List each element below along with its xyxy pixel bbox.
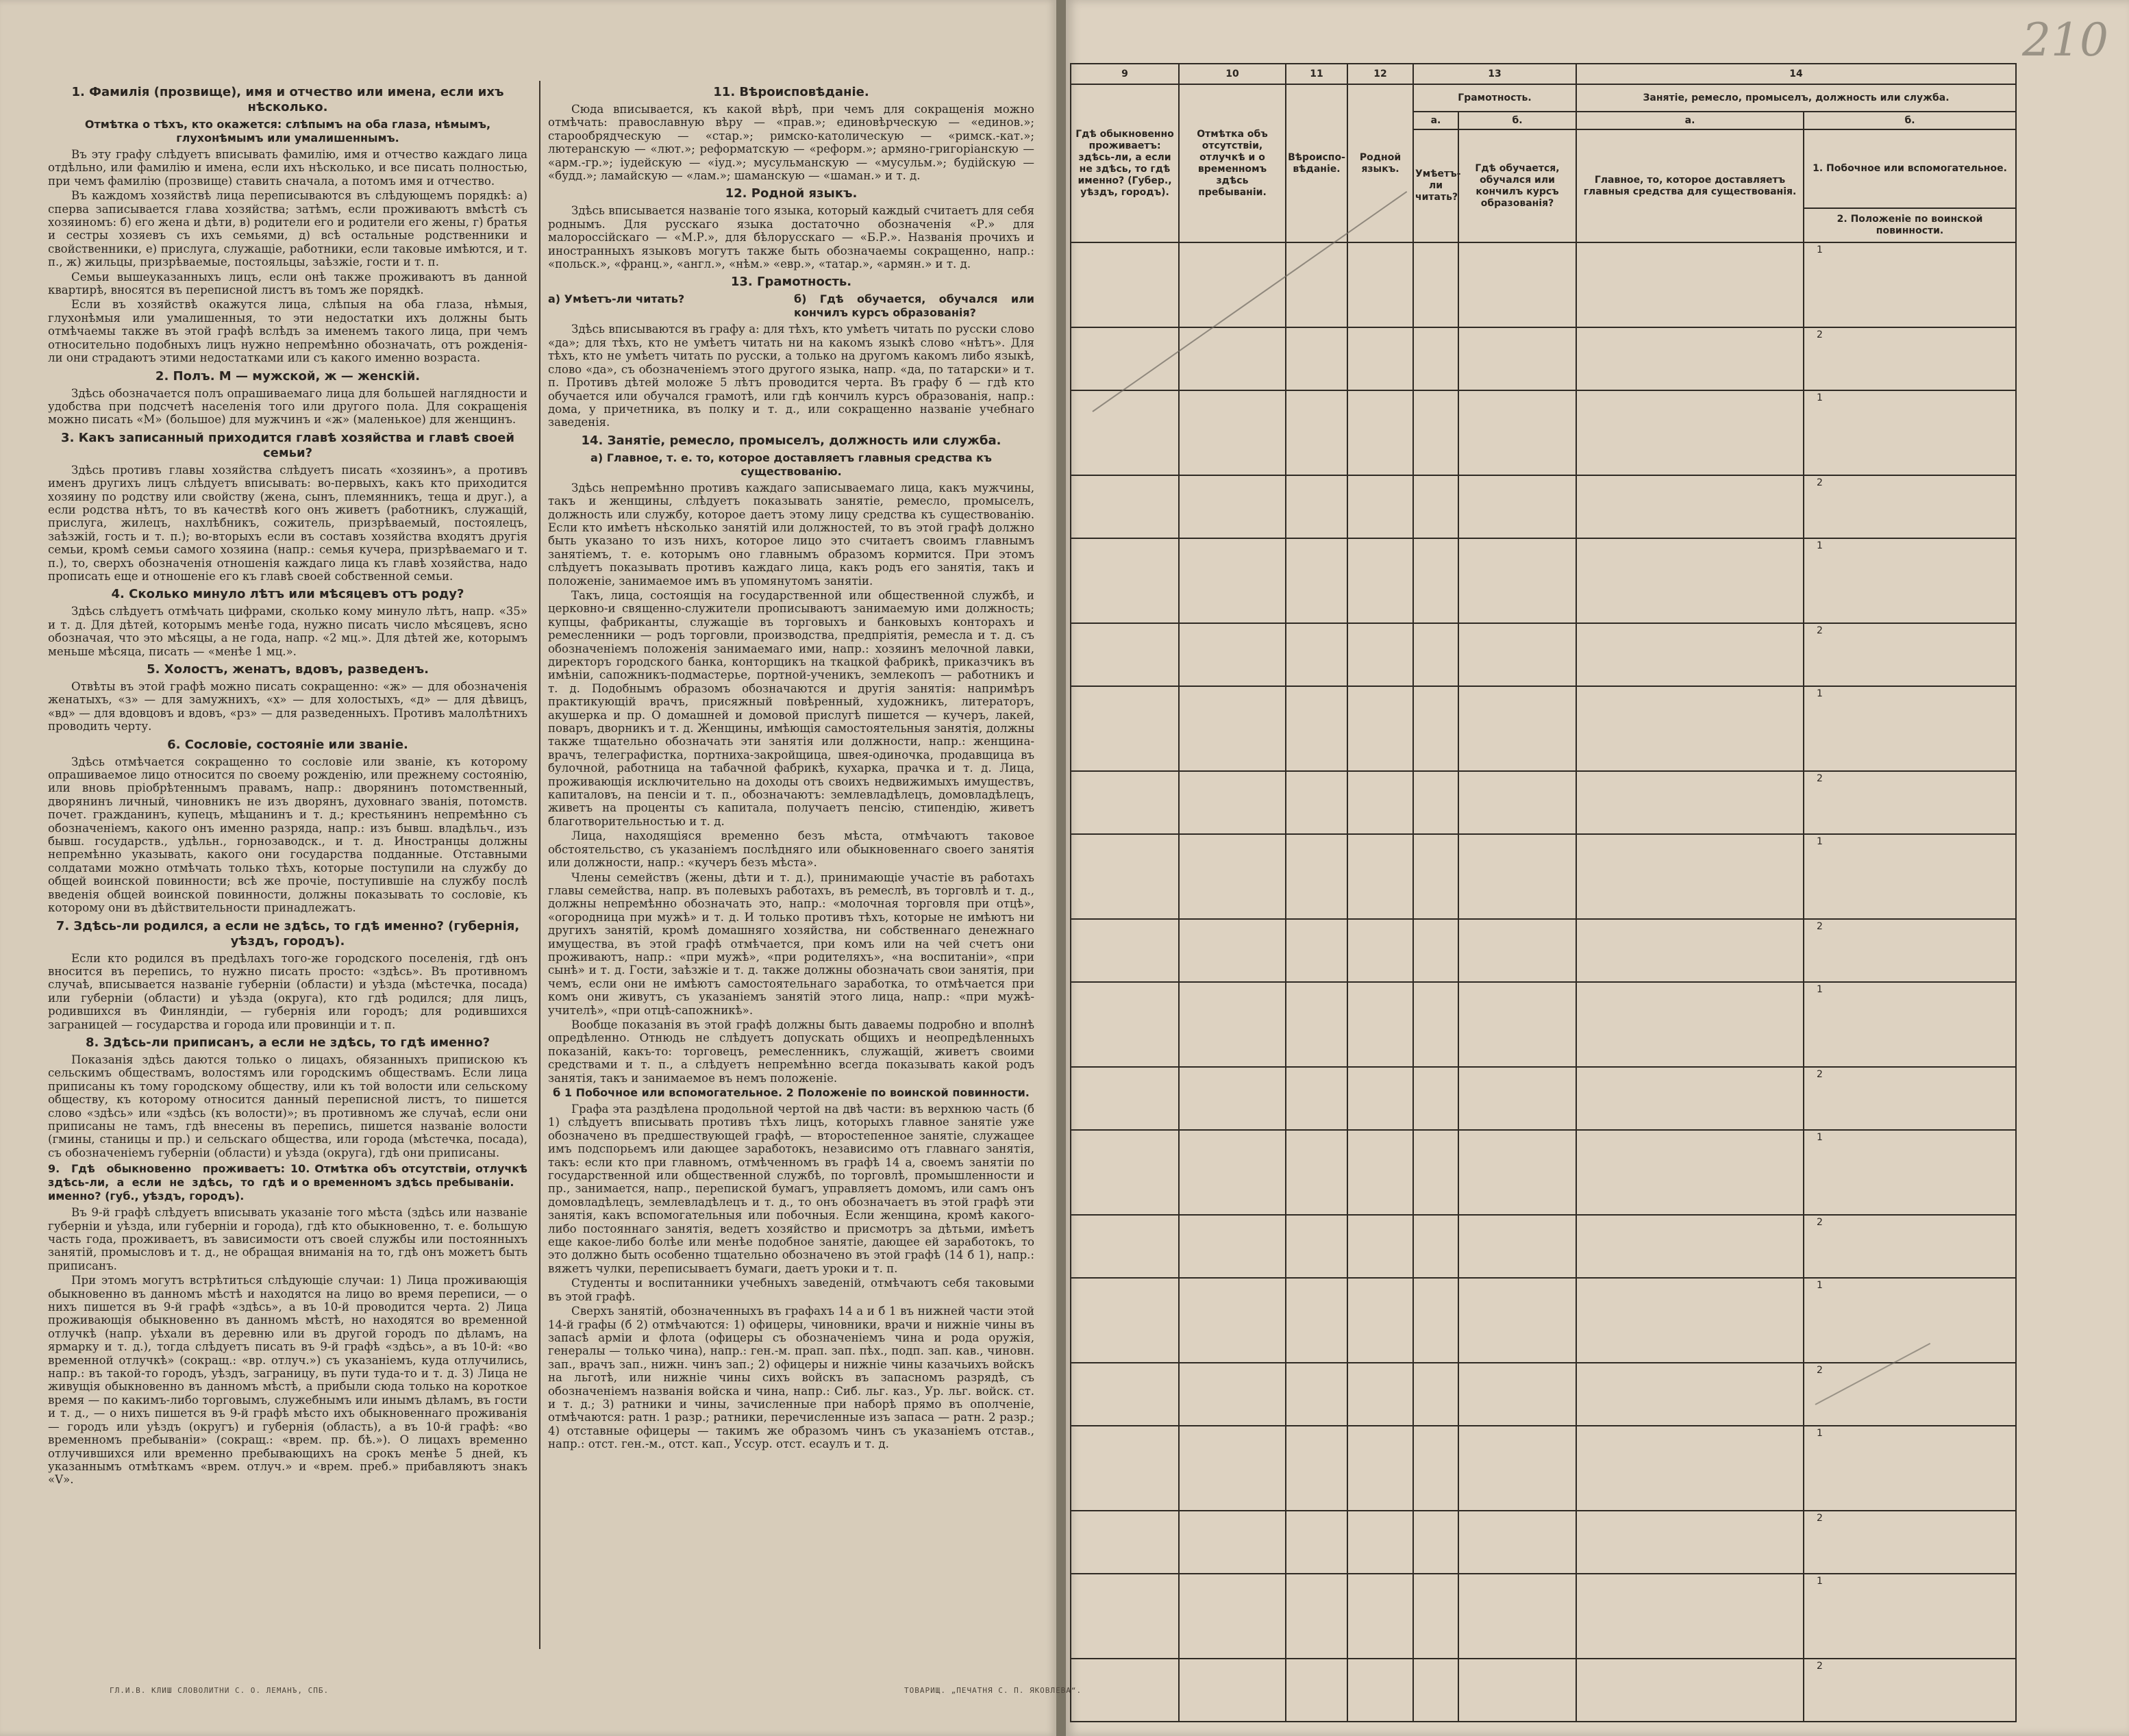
col-num-13: 13 bbox=[1413, 64, 1576, 84]
table-row bbox=[1071, 1511, 2016, 1574]
header-occupation-a-letter: а. bbox=[1576, 112, 1804, 129]
row-mark-cell[interactable] bbox=[1804, 1511, 2016, 1574]
instruction-paragraph: Показанія здѣсь даются только о лицахъ, обязанныхъ припискою къ сельскимъ обществамъ, волостямъ или городскимъ обществамъ. Если лица приписаны къ тому городскому обществу, или къ той волости или сельскому обществу, къ которому относится данный переписной листъ, то пишется слово «здѣсь» или «здѣсь (къ волости)»; въ противномъ же случаѣ, если они приписаны не тамъ, гдѣ внесены въ перепись, пишется названіе волости (гмины, станицы и пр.) и сельскаго общества, или города (мѣстечка, посада), съ обозначеніемъ губерніи (области) и уѣзда (округа), гдѣ они приписаны. bbox=[48, 1053, 527, 1159]
blank-cell[interactable] bbox=[1179, 1574, 1286, 1659]
blank-cell[interactable] bbox=[1458, 1215, 1576, 1278]
blank-cell[interactable] bbox=[1413, 1278, 1458, 1363]
blank-cell[interactable] bbox=[1071, 1659, 1179, 1722]
header-main-occupation: Главное, то, которое доставляетъ главныя средства для существованія. bbox=[1576, 129, 1804, 242]
blank-cell[interactable] bbox=[1071, 1574, 1179, 1659]
handwritten-page-number: 210 bbox=[2022, 14, 2108, 66]
instruction-paragraph: Здѣсь противъ главы хозяйства слѣдуетъ писать «хозяинъ», а противъ именъ другихъ лицъ слѣдуетъ вписывать: во-первыхъ, какъ кто приходится хозяину по родству или свойству (жена, сынъ, племянникъ, теща и друг.), а если родства нѣтъ, то въ качествѣ кого онъ живетъ (работникъ, служащій, прислуга, жилецъ, нахлѣбникъ, сожитель, призрѣваемый, постоялецъ, заѣзжій, гость и т. п.); во-вторыхъ если въ составъ хозяйства входятъ другія семьи, кромѣ семьи самого хозяина (напр.: семья кучера, призрѣваемаго и т. п.), то, сверхъ обозначенія отношенія каждаго лица къ главѣ хозяйства, надо прописать еще и отношеніе его къ главѣ своей собственной семьи. bbox=[48, 463, 527, 583]
table-row bbox=[1071, 982, 2016, 1067]
blank-cell[interactable] bbox=[1071, 390, 1179, 475]
blank-cell[interactable] bbox=[1179, 1130, 1286, 1215]
blank-cell[interactable] bbox=[1071, 623, 1179, 686]
blank-cell[interactable] bbox=[1286, 834, 1347, 919]
instruction-paragraph: Отвѣты въ этой графѣ можно писать сокращенно: «ж» — для обозначенія женатыхъ, «з» — для замужнихъ, «х» — для холостыхъ, «д» — для дѣвицъ, «вд» — для вдовцовъ и вдовъ, «рз» — для разведенныхъ. Противъ малолѣтнихъ проводить черту. bbox=[48, 680, 527, 733]
row-mark-cell[interactable] bbox=[1804, 623, 2016, 686]
blank-cell[interactable] bbox=[1179, 1426, 1286, 1511]
row-mark: 1 bbox=[1817, 984, 1823, 995]
blank-cell[interactable] bbox=[1286, 982, 1347, 1067]
blank-cell[interactable] bbox=[1071, 1130, 1179, 1215]
header-education: Гдѣ обучается, обучался или кончилъ курсъ образованія? bbox=[1458, 129, 1576, 242]
section-heading: 7. Здѣсь-ли родился, а если не здѣсь, то гдѣ именно? (губернія, уѣздъ, городъ). bbox=[55, 918, 520, 948]
blank-cell[interactable] bbox=[1576, 1363, 1804, 1426]
section-heading: 2. Полъ. М — мужской, ж — женскій. bbox=[155, 368, 421, 383]
blank-cell[interactable] bbox=[1347, 327, 1413, 390]
blank-cell[interactable] bbox=[1347, 1067, 1413, 1130]
blank-cell[interactable] bbox=[1286, 1130, 1347, 1215]
blank-cell[interactable] bbox=[1347, 1278, 1413, 1363]
blank-cell[interactable] bbox=[1458, 538, 1576, 623]
table-row bbox=[1071, 475, 2016, 538]
blank-cell[interactable] bbox=[1179, 1363, 1286, 1426]
row-mark-cell[interactable] bbox=[1804, 1130, 2016, 1215]
blank-cell[interactable] bbox=[1071, 1278, 1179, 1363]
printer-imprint-left: ГЛ.И.В. КЛИШ СЛОВОЛИТНИ С. О. ЛЕМАНЪ, СПБ. bbox=[110, 1686, 329, 1695]
blank-cell[interactable] bbox=[1413, 1574, 1458, 1659]
table-row bbox=[1071, 1215, 2016, 1278]
header-native-language: Родной языкъ. bbox=[1347, 84, 1413, 242]
blank-cell[interactable] bbox=[1179, 771, 1286, 834]
instruction-paragraph: При этомъ могутъ встрѣтиться слѣдующіе случаи: 1) Лица проживающія обыкновенно въ данномъ мѣстѣ и находятся на лицо во время переписи, — о нихъ пишется въ 9-й графѣ «здѣсь», а въ 10-й проводится черта. 2) Лица проживающія обыкновенно въ данномъ мѣстѣ, но находятся во временной отлучкѣ (напр. уѣхали въ деревню или въ другой городъ по дѣламъ, на ярмарку и т. д.), тогда слѣдуетъ писать въ 9-й графѣ «здѣсь», а въ 10-й: «во временной отлучкѣ» (сокращ.: «вр. отлуч.») съ указаніемъ, куда отлучились, напр.: въ такой-то городъ, уѣздъ, заграницу, въ пути туда-то и т. д. 3) Лица не живущія обыкновенно въ данномъ мѣстѣ, а прибыли сюда только на короткое время — по какимъ-либо торговымъ, служебнымъ или инымъ дѣламъ, въ гости и т. д., — о нихъ пишется въ 9-й графѣ мѣсто ихъ обыкновеннаго проживанія — городъ или уѣздъ (округъ) и губернія (область), а въ 10-й графѣ: «во временномъ пребываніи» (сокращ.: «врем. пр. бѣ.»). О лицахъ временно отлучившихся или временно пребывающихъ на срокъ менѣе 5 дней, къ указаннымъ отмѣткамъ «врем. отлуч.» и «врем. преб.» прибавляютъ знакъ «V». bbox=[48, 1274, 527, 1487]
blank-cell[interactable] bbox=[1347, 390, 1413, 475]
table-row bbox=[1071, 686, 2016, 771]
section-heading: 5. Холостъ, женатъ, вдовъ, разведенъ. bbox=[147, 662, 429, 677]
row-mark-cell[interactable] bbox=[1804, 982, 2016, 1067]
blank-cell[interactable] bbox=[1576, 982, 1804, 1067]
blank-cell[interactable] bbox=[1458, 475, 1576, 538]
instruction-paragraph: Если въ хозяйствѣ окажутся лица, слѣпыя на оба глаза, нѣмыя, глухонѣмыя или умалишенныя, то эти недостатки ихъ должны быть отмѣчаемы также въ этой графѣ вслѣдъ за именемъ такого лица, при чемъ относительно подобныхъ лицъ нужно непремѣнно обозначать, отъ рожденія-ли они страдаютъ этими недостатками или съ какого именно возраста. bbox=[48, 298, 527, 365]
table-row bbox=[1071, 771, 2016, 834]
blank-cell[interactable] bbox=[1458, 982, 1576, 1067]
row-mark-cell[interactable] bbox=[1804, 1574, 2016, 1659]
blank-cell[interactable] bbox=[1286, 686, 1347, 771]
blank-cell[interactable] bbox=[1286, 1215, 1347, 1278]
blank-cell[interactable] bbox=[1286, 1426, 1347, 1511]
blank-cell[interactable] bbox=[1576, 1574, 1804, 1659]
header-occupation: Занятіе, ремесло, промыселъ, должность или служба. bbox=[1576, 84, 2016, 112]
instruction-paragraph: Семьи вышеуказанныхъ лицъ, если онѣ также проживаютъ въ данной квартирѣ, вносятся въ переписной листъ въ томъ же порядкѣ. bbox=[48, 270, 527, 297]
row-mark-cell[interactable] bbox=[1804, 327, 2016, 390]
blank-cell[interactable] bbox=[1286, 1067, 1347, 1130]
col-num-9: 9 bbox=[1071, 64, 1179, 84]
blank-cell[interactable] bbox=[1071, 1363, 1179, 1426]
row-mark: 2 bbox=[1817, 625, 1823, 636]
row-mark-cell[interactable] bbox=[1804, 1659, 2016, 1722]
blank-cell[interactable] bbox=[1071, 327, 1179, 390]
row-mark: 1 bbox=[1817, 1132, 1823, 1143]
instruction-paragraph: Если кто родился въ предѣлахъ того-же городского поселенія, гдѣ онъ вносится въ перепись, то нужно писать просто: «здѣсь». Въ противномъ случаѣ, вписывается названіе губерніи (области) и уѣзда (мѣстечка, посада) или губерніи (области) и уѣзда (округа), кто гдѣ родился; для лицъ, родившихся въ Финляндіи, — губернія или городъ; для родившихся заграницей — государства и города или провинціи и т. п. bbox=[48, 951, 527, 1031]
table-row bbox=[1071, 327, 2016, 390]
blank-cell[interactable] bbox=[1071, 475, 1179, 538]
section-subheading: а) Главное, т. е. то, которое доставляетъ главныя средства къ существованію. bbox=[590, 451, 992, 478]
table-row bbox=[1071, 1130, 2016, 1215]
blank-cell[interactable] bbox=[1286, 771, 1347, 834]
row-mark: 2 bbox=[1817, 1513, 1823, 1524]
blank-cell[interactable] bbox=[1286, 1278, 1347, 1363]
blank-cell[interactable] bbox=[1458, 1659, 1576, 1722]
blank-cell[interactable] bbox=[1458, 834, 1576, 919]
blank-cell[interactable] bbox=[1576, 1067, 1804, 1130]
row-mark-cell[interactable] bbox=[1804, 686, 2016, 771]
col-num-14: 14 bbox=[1576, 64, 2016, 84]
blank-cell[interactable] bbox=[1179, 919, 1286, 982]
blank-cell[interactable] bbox=[1071, 919, 1179, 982]
instructions-column-a bbox=[48, 81, 527, 1724]
header-military-status: 2. Положеніе по воинской повинности. bbox=[1804, 208, 2016, 242]
blank-cell[interactable] bbox=[1576, 686, 1804, 771]
instruction-paragraph: Вообще показанія въ этой графѣ должны быть даваемы подробно и вполнѣ опредѣленно. Отнюдь не слѣдуетъ допускать общихъ и неопредѣленныхъ показаній, какъ-то: торговецъ, ремесленникъ, служащій, живетъ своими средствами и т. п., а слѣдуетъ непремѣнно всегда показывать какой родъ занятія, такъ и занимаемое въ немъ положеніе. bbox=[548, 1018, 1034, 1085]
row-mark-cell[interactable] bbox=[1804, 538, 2016, 623]
instruction-paragraph: Въ 9-й графѣ слѣдуетъ вписывать указаніе того мѣста (здѣсь или названіе губерніи и уѣзда, или губерніи и города), гдѣ кто обыкновенно, т. е. большую часть года, проживаетъ, въ зависимости отъ своей службы или постоянныхъ занятій, промысловъ и т. д., не обращая вниманія на то, гдѣ онъ можетъ быть приписанъ. bbox=[48, 1206, 527, 1272]
blank-cell[interactable] bbox=[1071, 686, 1179, 771]
blank-cell[interactable] bbox=[1458, 686, 1576, 771]
row-mark: 2 bbox=[1817, 773, 1823, 784]
instruction-paragraph: Сверхъ занятій, обозначенныхъ въ графахъ 14 а и б 1 въ нижней части этой 14-й графы (б 2) отмѣчаются: 1) офицеры, чиновники, врачи и нижніе чины въ запасѣ арміи и флота (офицеры съ обозначеніемъ чина и рода оружія, генералы — только чина), напр.: ген.-м. прап. зап. пѣх., подп. зап. кав., чиновн. зап., врачъ зап., нижн. чинъ зап.; 2) офицеры и нижніе чины казачьихъ войскъ на льготѣ, или нижніе чины сихъ войскъ въ запасномъ разрядѣ, съ обозначеніемъ названія войска и чина, напр.: Сиб. льг. каз., Ур. льг. войск. ст. и т. д.; 3) ратники и чины, зачисленные при наборѣ прямо въ ополченіе, отмѣчаются: ратн. 1 разр.; ратники, перечисленные изъ запаса — ратн. 2 разр.; 4) отставные офицеры — такимъ же образомъ чинъ съ указаніемъ отстав., напр.: отст. ген.-м., отст. кап., Уссур. отст. есаулъ и т. д. bbox=[548, 1305, 1034, 1451]
split-heading-cell: 10. Отмѣтка объ отсутствіи, отлучкѣ и о временномъ здѣсь пребываніи. bbox=[290, 1162, 527, 1190]
section-heading: 11. Вѣроисповѣданіе. bbox=[713, 85, 869, 99]
split-heading-cell: б) Гдѣ обучается, обучался или кончилъ курсъ образованія? bbox=[794, 292, 1034, 320]
blank-cell[interactable] bbox=[1286, 1511, 1347, 1574]
blank-cell[interactable] bbox=[1179, 686, 1286, 771]
blank-cell[interactable] bbox=[1071, 1215, 1179, 1278]
row-mark: 2 bbox=[1817, 477, 1823, 488]
row-mark-cell[interactable] bbox=[1804, 1426, 2016, 1511]
blank-cell[interactable] bbox=[1413, 686, 1458, 771]
blank-cell[interactable] bbox=[1458, 1426, 1576, 1511]
split-heading bbox=[48, 1162, 527, 1203]
blank-cell[interactable] bbox=[1576, 538, 1804, 623]
blank-cell[interactable] bbox=[1179, 1215, 1286, 1278]
blank-cell[interactable] bbox=[1071, 538, 1179, 623]
blank-cell[interactable] bbox=[1458, 1067, 1576, 1130]
blank-cell[interactable] bbox=[1458, 771, 1576, 834]
blank-cell[interactable] bbox=[1576, 1511, 1804, 1574]
blank-cell[interactable] bbox=[1347, 538, 1413, 623]
instruction-paragraph: Сюда вписывается, къ какой вѣрѣ, при чемъ для сокращенія можно отмѣчать: православную вѣру — «прав.»; единовѣрческую — «единов.»; старообрядческую — «стар.»; римско-католическую — «римск.-кат.»; лютеранскую — «лют.»; реформатскую — «реформ.»; армяно-григоріанскую — «арм.-гр.»; іудейскую — «іуд.»; мусульманскую — «мусульм.»; будійскую — «будд.»; ламайскую — «лам.»; шаманскую — «шаман.» и т. д. bbox=[548, 103, 1034, 183]
section-subheading: б 1 Побочное или вспомогательное. 2 Положеніе по воинской повинности. bbox=[553, 1086, 1030, 1099]
row-mark: 1 bbox=[1817, 244, 1823, 255]
row-mark-cell[interactable] bbox=[1804, 242, 2016, 327]
blank-cell[interactable] bbox=[1179, 1659, 1286, 1722]
row-mark: 2 bbox=[1817, 1365, 1823, 1376]
blank-cell[interactable] bbox=[1458, 242, 1576, 327]
instruction-paragraph: Такъ, лица, состоящія на государственной или общественной службѣ, и церковно-и священно-служители прописываютъ занимаемую ими должность; купцы, фабриканты, служащіе въ торговыхъ и банковыхъ конторахъ и ремесленники — родъ торговли, производства, предпріятія, ремесла и т. д. съ обозначеніемъ положенія занимаемаго ими, напр.: хозяинъ мелочной лавки, директоръ городского банка, конторщикъ на ткацкой фабрикѣ, приказчикъ въ имѣніи, сапожникъ-подмастерье, портной-ученикъ, землекопъ — работникъ и т. д. Подобнымъ образомъ обозначаются и другія занятія: напримѣръ практикующій врачъ, присяжный повѣренный, художникъ, литераторъ, акушерка и пр. О домашней и домовой прислугѣ пишется — кучеръ, лакей, поваръ, дворникъ и т. д. Женщины, имѣющія самостоятельныя занятія, должны также тщательно обозначать эти занятія или должности, напр.: женщина-врачъ, телеграфистка, портниха-закройщица, швея-одиночка, продавщица въ булочной, работница на табачной фабрикѣ, кухарка, прачка и т. д. Лица, проживающія исключительно на доходы отъ своихъ недвижимыхъ имуществъ, капиталовъ, на пенсіи и т. п., обозначаютъ: землевладѣлецъ, домовладѣлецъ, живетъ на проценты съ капитала, получаетъ пенсію, стипендію, живетъ благотворительностью и т. д. bbox=[548, 588, 1034, 828]
census-table-body bbox=[1071, 242, 2016, 1722]
row-mark-cell[interactable] bbox=[1804, 475, 2016, 538]
blank-cell[interactable] bbox=[1071, 771, 1179, 834]
blank-cell[interactable] bbox=[1347, 1130, 1413, 1215]
row-mark: 1 bbox=[1817, 1428, 1823, 1439]
split-heading-cell: а) Умѣетъ-ли читать? bbox=[548, 292, 685, 306]
blank-cell[interactable] bbox=[1413, 919, 1458, 982]
blank-cell[interactable] bbox=[1286, 1659, 1347, 1722]
column-divider bbox=[539, 81, 540, 1649]
blank-cell[interactable] bbox=[1286, 919, 1347, 982]
section-heading: 14. Занятіе, ремесло, промыселъ, должность или служба. bbox=[581, 433, 1001, 448]
table-row bbox=[1071, 242, 2016, 327]
blank-cell[interactable] bbox=[1458, 1130, 1576, 1215]
blank-cell[interactable] bbox=[1179, 390, 1286, 475]
row-mark: 1 bbox=[1817, 392, 1823, 403]
blank-cell[interactable] bbox=[1413, 623, 1458, 686]
row-mark-cell[interactable] bbox=[1804, 1278, 2016, 1363]
instruction-paragraph: Здѣсь вписывается названіе того языка, который каждый считаетъ для себя роднымъ. Для русскаго языка достаточно обозначенія «Р.» для малороссійскаго — «М.Р.», для бѣлорусскаго — «Б.Р.». Названія прочихъ и иностранныхъ языковъ могутъ также быть обозначаемы сокращенно, напр.: «польск.», «франц.», «англ.», «нѣм.» «евр.», «татар.», «армян.» и т. д. bbox=[548, 204, 1034, 271]
blank-cell[interactable] bbox=[1458, 390, 1576, 475]
blank-cell[interactable] bbox=[1347, 1511, 1413, 1574]
blank-cell[interactable] bbox=[1071, 242, 1179, 327]
section-heading: 12. Родной языкъ. bbox=[725, 186, 858, 201]
blank-cell[interactable] bbox=[1071, 1426, 1179, 1511]
blank-cell[interactable] bbox=[1347, 475, 1413, 538]
blank-cell[interactable] bbox=[1179, 475, 1286, 538]
blank-cell[interactable] bbox=[1413, 982, 1458, 1067]
blank-cell[interactable] bbox=[1576, 834, 1804, 919]
blank-cell[interactable] bbox=[1347, 834, 1413, 919]
instruction-paragraph: Здѣсь отмѣчается сокращенно то сословіе или званіе, къ которому опрашиваемое лицо относится по своему рожденію, или прежнему состоянію, или вновь пріобрѣтеннымъ правамъ, напр.: дворянинъ потомственный, дворянинъ личный, чиновникъ не изъ дворянъ, духовнаго званія, потомств. почет. гражданинъ, купецъ, мѣщанинъ и т. д.; крестьянинъ непремѣнно съ обозначеніемъ, какого онъ именно разряда, напр.: изъ бывш. владѣльч., изъ бывш. государств., удѣльн., горнозаводск., и т. д. Иностранцы должны непремѣнно указывать, какого они государства подданные. Отставными солдатами можно отмѣчать только тѣхъ, которые поступили на службу до общей воинской повинности; всѣ же прочіе, поступившіе на службу послѣ введенія общей воинской повинности, должны показывать то сословіе, къ которому они въ дѣйствительности принадлежатъ. bbox=[48, 755, 527, 915]
blank-cell[interactable] bbox=[1458, 623, 1576, 686]
col-num-12: 12 bbox=[1347, 64, 1413, 84]
blank-cell[interactable] bbox=[1071, 1067, 1179, 1130]
blank-cell[interactable] bbox=[1286, 475, 1347, 538]
blank-cell[interactable] bbox=[1179, 1067, 1286, 1130]
blank-cell[interactable] bbox=[1347, 242, 1413, 327]
blank-cell[interactable] bbox=[1347, 919, 1413, 982]
row-mark-cell[interactable] bbox=[1804, 919, 2016, 982]
row-mark: 2 bbox=[1817, 1661, 1823, 1672]
blank-cell[interactable] bbox=[1413, 242, 1458, 327]
blank-cell[interactable] bbox=[1413, 1426, 1458, 1511]
blank-cell[interactable] bbox=[1286, 1363, 1347, 1426]
blank-cell[interactable] bbox=[1071, 834, 1179, 919]
instruction-paragraph: Въ эту графу слѣдуетъ вписывать фамилію, имя и отчество каждаго лица отдѣльно, или фамилію и имена, если ихъ нѣсколько, и все писать полностью, при чемъ фамилію (прозвище) ставить сначала, а потомъ имя и отчество. bbox=[48, 148, 527, 188]
blank-cell[interactable] bbox=[1413, 1511, 1458, 1574]
blank-cell[interactable] bbox=[1576, 1426, 1804, 1511]
instruction-paragraph: Здѣсь непремѣнно противъ каждаго записываемаго лица, какъ мужчины, такъ и женщины, слѣдуетъ показывать занятіе, ремесло, промыселъ, должность или службу, которое даетъ этому лицу средства къ существованію. Если кто имѣетъ нѣсколько занятій или должностей, то въ этой графѣ должно быть указано то изъ нихъ, которое лицо это считаетъ своимъ главнымъ занятіемъ, т. е. которымъ оно главнымъ образомъ кормится. При этомъ слѣдуетъ показывать противъ каждаго лица, какъ родъ его занятія, такъ и положеніе, занимаемое имъ въ упомянутомъ занятіи. bbox=[548, 481, 1034, 588]
blank-cell[interactable] bbox=[1347, 771, 1413, 834]
blank-cell[interactable] bbox=[1576, 1659, 1804, 1722]
blank-cell[interactable] bbox=[1458, 1574, 1576, 1659]
row-mark: 2 bbox=[1817, 1069, 1823, 1080]
blank-cell[interactable] bbox=[1347, 982, 1413, 1067]
col-num-10: 10 bbox=[1179, 64, 1286, 84]
instructions-column-b bbox=[548, 81, 1034, 1724]
table-row bbox=[1071, 1659, 2016, 1722]
blank-cell[interactable] bbox=[1286, 1574, 1347, 1659]
blank-cell[interactable] bbox=[1179, 834, 1286, 919]
row-mark-cell[interactable] bbox=[1804, 1067, 2016, 1130]
table-row bbox=[1071, 390, 2016, 475]
blank-cell[interactable] bbox=[1576, 327, 1804, 390]
blank-cell[interactable] bbox=[1347, 1574, 1413, 1659]
census-form-table bbox=[1070, 63, 2017, 1722]
instruction-paragraph: Лица, находящіяся временно безъ мѣста, отмѣчаютъ таковое обстоятельство, съ указаніемъ послѣдняго или обыкновеннаго своего занятія или должности, напр.: «кучеръ безъ мѣста». bbox=[548, 829, 1034, 870]
instruction-paragraph: Студенты и воспитанники учебныхъ заведеній, отмѣчаютъ себя таковыми въ этой графѣ. bbox=[548, 1276, 1034, 1303]
header-literacy-b-letter: б. bbox=[1458, 112, 1576, 129]
blank-cell[interactable] bbox=[1413, 475, 1458, 538]
blank-cell[interactable] bbox=[1576, 475, 1804, 538]
blank-cell[interactable] bbox=[1413, 1215, 1458, 1278]
row-mark: 1 bbox=[1817, 1576, 1823, 1587]
instruction-paragraph: Здѣсь слѣдуетъ отмѣчать цифрами, сколько кому минуло лѣтъ, напр. «35» и т. д. Для дѣтей, которымъ менѣе года, нужно писать число мѣсяцевъ, ясно обозначая, что это мѣсяцы, а не года, напр. «2 мц.». Для дѣтей же, которымъ меньше мѣсяца, писать — «менѣе 1 мц.». bbox=[48, 605, 527, 658]
blank-cell[interactable] bbox=[1347, 1426, 1413, 1511]
split-heading-cell: 9. Гдѣ обыкновенно проживаетъ: здѣсь-ли, а если не здѣсь, то гдѣ именно? (губ., уѣздъ, городъ). bbox=[48, 1162, 285, 1203]
blank-cell[interactable] bbox=[1179, 242, 1286, 327]
table-row bbox=[1071, 1067, 2016, 1130]
table-row bbox=[1071, 538, 2016, 623]
blank-cell[interactable] bbox=[1413, 1130, 1458, 1215]
table-row bbox=[1071, 1278, 2016, 1363]
blank-cell[interactable] bbox=[1458, 919, 1576, 982]
row-mark: 1 bbox=[1817, 836, 1823, 847]
row-mark: 2 bbox=[1817, 329, 1823, 340]
blank-cell[interactable] bbox=[1347, 686, 1413, 771]
section-heading: 8. Здѣсь-ли приписанъ, а если не здѣсь, то гдѣ именно? bbox=[85, 1035, 490, 1050]
section-heading: 6. Сословіе, состояніе или званіе. bbox=[167, 737, 408, 752]
instruction-paragraph: Здѣсь вписываются въ графу а: для тѣхъ, кто умѣетъ читать по русски слово «да»; для тѣхъ, кто не умѣетъ читать ни на какомъ языкѣ слово «нѣтъ». Для тѣхъ, кто не умѣетъ читать по русски, а только на другомъ какомъ либо языкѣ, слово «да», съ обозначеніемъ этого другого языка, напр. «да, по татарски» и т. п. Противъ дѣтей моложе 5 лѣтъ проводится черта. Въ графу б — гдѣ кто обучается или обучался грамотѣ, или гдѣ кончилъ курсъ образованія, напр.: дома, у причетника, въ полку и т. д., или сокращенно названіе учебнаго заведенія. bbox=[548, 323, 1034, 429]
row-mark: 1 bbox=[1817, 1280, 1823, 1291]
instruction-paragraph: Графа эта раздѣлена продольной чертой на двѣ части: въ верхнюю часть (б 1) слѣдуетъ вписывать противъ тѣхъ лицъ, которыхъ главное занятіе уже обозначено въ предшествующей графѣ, — второстепенное занятіе, служащее имъ подспорьемъ или дающее заработокъ, независимо отъ главнаго занятія, такъ: если кто при главномъ, отмѣченномъ въ графѣ 14 а, своемъ занятіи по государственной или общественной службѣ, по торговлѣ, промышленности и пр., занимается, напр., перепиской бумагъ, управляетъ домомъ, или самъ онъ домовладѣлецъ, землевладѣлецъ и т. д., то онъ обозначаетъ въ этой графѣ эти занятія, какъ вспомогательныя или побочныя. Если женщина, кромѣ какого-либо постояннаго занятія, ведетъ хозяйство и присмотръ за дѣтьми, имѣетъ еще какое-либо болѣе или менѣе подобное занятіе, дающее ей заработокъ, то это должно быть особенно тщательно обозначено въ этой графѣ (14 б 1), напр.: вяжетъ чулки, переписываетъ бумаги, даетъ уроки и т. п. bbox=[548, 1103, 1034, 1275]
split-heading bbox=[548, 292, 1034, 320]
header-absence: Отмѣтка объ отсутствіи, отлучкѣ и о временномъ здѣсь пребываніи. bbox=[1179, 84, 1286, 242]
blank-cell[interactable] bbox=[1413, 1067, 1458, 1130]
table-row bbox=[1071, 1574, 2016, 1659]
instruction-paragraph: Здѣсь обозначается полъ опрашиваемаго лица для большей наглядности и удобства при подсчетѣ населенія того или другого пола. Для сокращенія можно писать «М» (большое) для мужчинъ и «ж» (маленькое) для женщинъ. bbox=[48, 386, 527, 427]
blank-cell[interactable] bbox=[1413, 327, 1458, 390]
row-mark: 2 bbox=[1817, 1217, 1823, 1228]
section-heading: 13. Грамотность. bbox=[730, 275, 852, 290]
blank-cell[interactable] bbox=[1458, 327, 1576, 390]
blank-cell[interactable] bbox=[1179, 1278, 1286, 1363]
blank-cell[interactable] bbox=[1179, 982, 1286, 1067]
blank-cell[interactable] bbox=[1179, 623, 1286, 686]
header-literacy-a-letter: а. bbox=[1413, 112, 1458, 129]
blank-cell[interactable] bbox=[1458, 1278, 1576, 1363]
blank-cell[interactable] bbox=[1071, 982, 1179, 1067]
blank-cell[interactable] bbox=[1458, 1511, 1576, 1574]
blank-cell[interactable] bbox=[1286, 327, 1347, 390]
instruction-paragraph: Въ каждомъ хозяйствѣ лица переписываются въ слѣдующемъ порядкѣ: а) сперва записывается глава хозяйства; затѣмъ, если проживаютъ вмѣстѣ съ хозяиномъ: б) его жена и дѣти, в) родители его и родители его жены, г) братья и сестры хозяевъ съ ихъ семьями, д) всѣ остальные родственники и свойственники, е) прислуга, служащіе, работники, если таковые имѣются, и т. п., ж) жильцы, призрѣваемые, постояльцы, заѣзжіе, гости и т. п. bbox=[48, 189, 527, 269]
blank-cell[interactable] bbox=[1347, 1215, 1413, 1278]
header-secondary-occupation: 1. Побочное или вспомогательное. bbox=[1804, 129, 2016, 208]
row-mark: 1 bbox=[1817, 540, 1823, 551]
blank-cell[interactable] bbox=[1347, 623, 1413, 686]
table-row bbox=[1071, 1426, 2016, 1511]
blank-cell[interactable] bbox=[1347, 1659, 1413, 1722]
row-mark-cell[interactable] bbox=[1804, 771, 2016, 834]
blank-cell[interactable] bbox=[1179, 327, 1286, 390]
blank-cell[interactable] bbox=[1179, 538, 1286, 623]
instruction-paragraph: Члены семействъ (жены, дѣти и т. д.), принимающіе участіе въ работахъ главы семейства, напр. въ полевыхъ работахъ, въ ремеслѣ, въ торговлѣ и т. д., должны непремѣнно обозначать это, напр.: «молочная торговля при отцѣ», «огородница при мужѣ» и т. д. И только противъ тѣхъ, которые не имѣютъ ни другихъ занятій, кромѣ домашняго хозяйства, ни собственнаго денежнаго имущества, въ этой графѣ отмѣчается, при комъ или на чей счетъ они проживаютъ, напр.: «при мужѣ», «при родителяхъ», «на воспитаніи», «при сынѣ» и т. д. Гости, заѣзжіе и т. д. также должны обозначать свои занятія, при чемъ, если они не имѣютъ самостоятельнаго заработка, то отмѣчается при комъ они живутъ, съ указаніемъ занятій этого лица, напр.: «при мужѣ-учителѣ», «при отцѣ-сапожникѣ». bbox=[548, 870, 1034, 1017]
blank-cell[interactable] bbox=[1286, 623, 1347, 686]
blank-cell[interactable] bbox=[1576, 623, 1804, 686]
blank-cell[interactable] bbox=[1179, 1511, 1286, 1574]
blank-cell[interactable] bbox=[1576, 919, 1804, 982]
blank-cell[interactable] bbox=[1413, 771, 1458, 834]
table-row bbox=[1071, 919, 2016, 982]
blank-cell[interactable] bbox=[1286, 390, 1347, 475]
row-mark: 1 bbox=[1817, 688, 1823, 699]
header-occupation-b-letter: б. bbox=[1804, 112, 2016, 129]
section-heading: 3. Какъ записанный приходится главѣ хозяйства и главѣ своей семьи? bbox=[61, 430, 514, 460]
blank-cell[interactable] bbox=[1413, 538, 1458, 623]
blank-cell[interactable] bbox=[1071, 1511, 1179, 1574]
blank-cell[interactable] bbox=[1458, 1363, 1576, 1426]
header-residence: Гдѣ обыкновенно проживаетъ: здѣсь-ли, а если не здѣсь, то гдѣ именно? (Губер., уѣздъ, городъ). bbox=[1071, 84, 1179, 242]
row-mark-cell[interactable] bbox=[1804, 390, 2016, 475]
blank-cell[interactable] bbox=[1576, 390, 1804, 475]
blank-cell[interactable] bbox=[1413, 1659, 1458, 1722]
table-row bbox=[1071, 834, 2016, 919]
section-heading: 4. Сколько минуло лѣтъ или мѣсяцевъ отъ роду? bbox=[111, 587, 464, 602]
header-can-read: Умѣетъ-ли читать? bbox=[1413, 129, 1458, 242]
row-mark-cell[interactable] bbox=[1804, 1215, 2016, 1278]
row-mark-cell[interactable] bbox=[1804, 834, 2016, 919]
header-religion: Вѣроиспо-вѣданіе. bbox=[1286, 84, 1347, 242]
table-row bbox=[1071, 623, 2016, 686]
blank-cell[interactable] bbox=[1576, 1130, 1804, 1215]
section-heading: 1. Фамилія (прозвище), имя и отчество или имена, если ихъ нѣсколько. bbox=[71, 85, 504, 114]
blank-cell[interactable] bbox=[1576, 1278, 1804, 1363]
row-mark: 2 bbox=[1817, 921, 1823, 932]
header-literacy: Грамотность. bbox=[1413, 84, 1576, 112]
blank-cell[interactable] bbox=[1576, 242, 1804, 327]
col-num-11: 11 bbox=[1286, 64, 1347, 84]
blank-cell[interactable] bbox=[1347, 1363, 1413, 1426]
blank-cell[interactable] bbox=[1413, 1363, 1458, 1426]
blank-cell[interactable] bbox=[1286, 538, 1347, 623]
section-subheading: Отмѣтка о тѣхъ, кто окажется: слѣпымъ на оба глаза, нѣмымъ, глухонѣмымъ или умалишеннымъ. bbox=[84, 118, 491, 144]
blank-cell[interactable] bbox=[1413, 834, 1458, 919]
blank-cell[interactable] bbox=[1576, 771, 1804, 834]
blank-cell[interactable] bbox=[1413, 390, 1458, 475]
blank-cell[interactable] bbox=[1576, 1215, 1804, 1278]
printer-imprint-right: ТОВАРИЩ. „ПЕЧАТНЯ С. П. ЯКОВЛЕВА“. bbox=[904, 1686, 1082, 1695]
